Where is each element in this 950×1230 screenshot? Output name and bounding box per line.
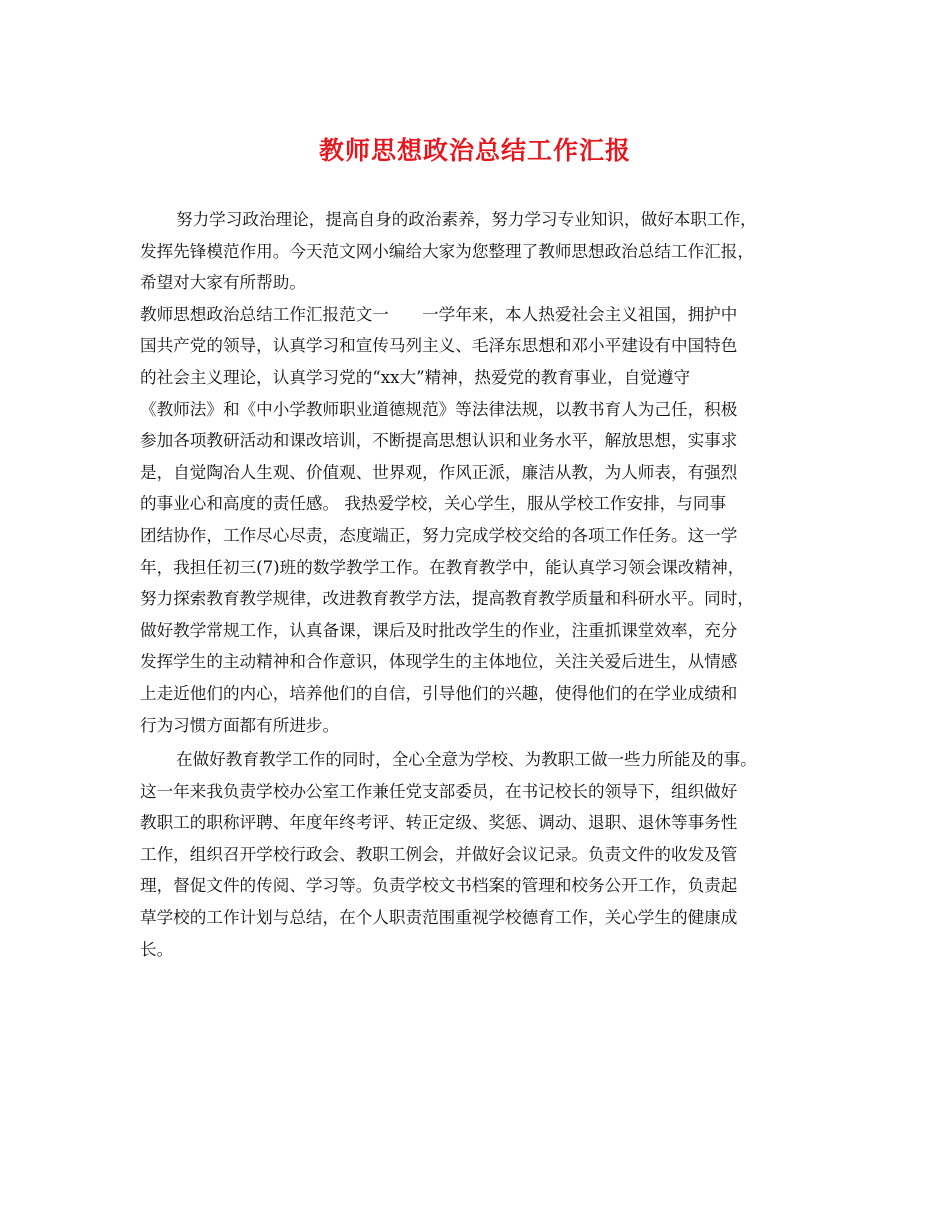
- paragraph-line: 团结协作，工作尽心尽责，态度端正，努力完成学校交给的各项工作任务。这一学: [140, 525, 738, 545]
- paragraph-line: 教职工的职称评聘、年度年终考评、转正定级、奖惩、调动、退职、退休等事务性: [140, 813, 738, 833]
- paragraph-line: 这一年来我负责学校办公室工作兼任党支部委员，在书记校长的领导下，组织做好: [140, 781, 738, 801]
- document-title: 教师思想政治总结工作汇报: [318, 136, 631, 165]
- paragraph-line: 上走近他们的内心，培养他们的自信，引导他们的兴趣，使得他们的在学业成绩和: [140, 683, 738, 703]
- paragraph-line: 的事业心和高度的责任感。 我热爱学校，关心学生，服从学校工作安排，与同事: [140, 494, 727, 514]
- paragraph-line: 草学校的工作计划与总结，在个人职责范围重视学校德育工作，关心学生的健康成: [140, 908, 738, 928]
- paragraph-line: 年，我担任初三(7)班的数学教学工作。在教育教学中，能认真学习领会课改精神，: [140, 557, 745, 577]
- paragraph-line: 参加各项教研活动和课改培训，不断提高思想认识和业务水平，解放思想，实事求: [140, 431, 738, 451]
- paragraph-line: 发挥学生的主动精神和合作意识，体现学生的主体地位，关注关爱后进生，从情感: [140, 652, 738, 672]
- paragraph-line: 努力学习政治理论，提高自身的政治素养，努力学习专业知识，做好本职工作，: [176, 210, 757, 229]
- paragraph-line: 做好教学常规工作，认真备课，课后及时批改学生的作业，注重抓课堂效率，充分: [140, 620, 738, 640]
- document-body: [140, 204, 830, 965]
- paragraph-line: 《教师法》和《中小学教师职业道德规范》等法律法规，以教书育人为己任，积极: [140, 399, 738, 419]
- paragraph-line: 长。: [140, 939, 174, 959]
- paragraph-line: 的社会主义理论，认真学习党的“xx大”精神，热爱党的教育事业，自觉遵守: [140, 367, 691, 387]
- paragraph-line: 在做好教育教学工作的同时，全心全意为学校、为教职工做一些力所能及的事。: [176, 750, 757, 770]
- paragraph-line: 努力探索教育教学规律，改进教育教学方法，提高教育教学质量和科研水平。同时，: [140, 589, 754, 609]
- paragraph-line: 理，督促文件的传阅、学习等。负责学校文书档案的管理和校务公开工作，负责起: [140, 876, 738, 896]
- paragraph-line: 国共产党的领导，认真学习和宣传马列主义、毛泽东思想和邓小平建设有中国特色: [140, 336, 738, 356]
- paragraph-line: 发挥先锋模范作用。今天范文网小编给大家为您整理了教师思想政治总结工作汇报，: [140, 241, 754, 261]
- paragraph-line: 希望对大家有所帮助。: [140, 273, 306, 293]
- paragraph-line: 工作，组织召开学校行政会、教职工例会，并做好会议记录。负责文件的收发及管: [140, 844, 738, 864]
- paragraph-line: 是，自觉陶冶人生观、价值观、世界观，作风正派，廉洁从教，为人师表，有强烈: [140, 462, 738, 482]
- paragraph-line: 教师思想政治总结工作汇报范文一 一学年来，本人热爱社会主义祖国，拥护中: [140, 304, 738, 324]
- paragraph-line: 行为习惯方面都有所进步。: [140, 715, 340, 735]
